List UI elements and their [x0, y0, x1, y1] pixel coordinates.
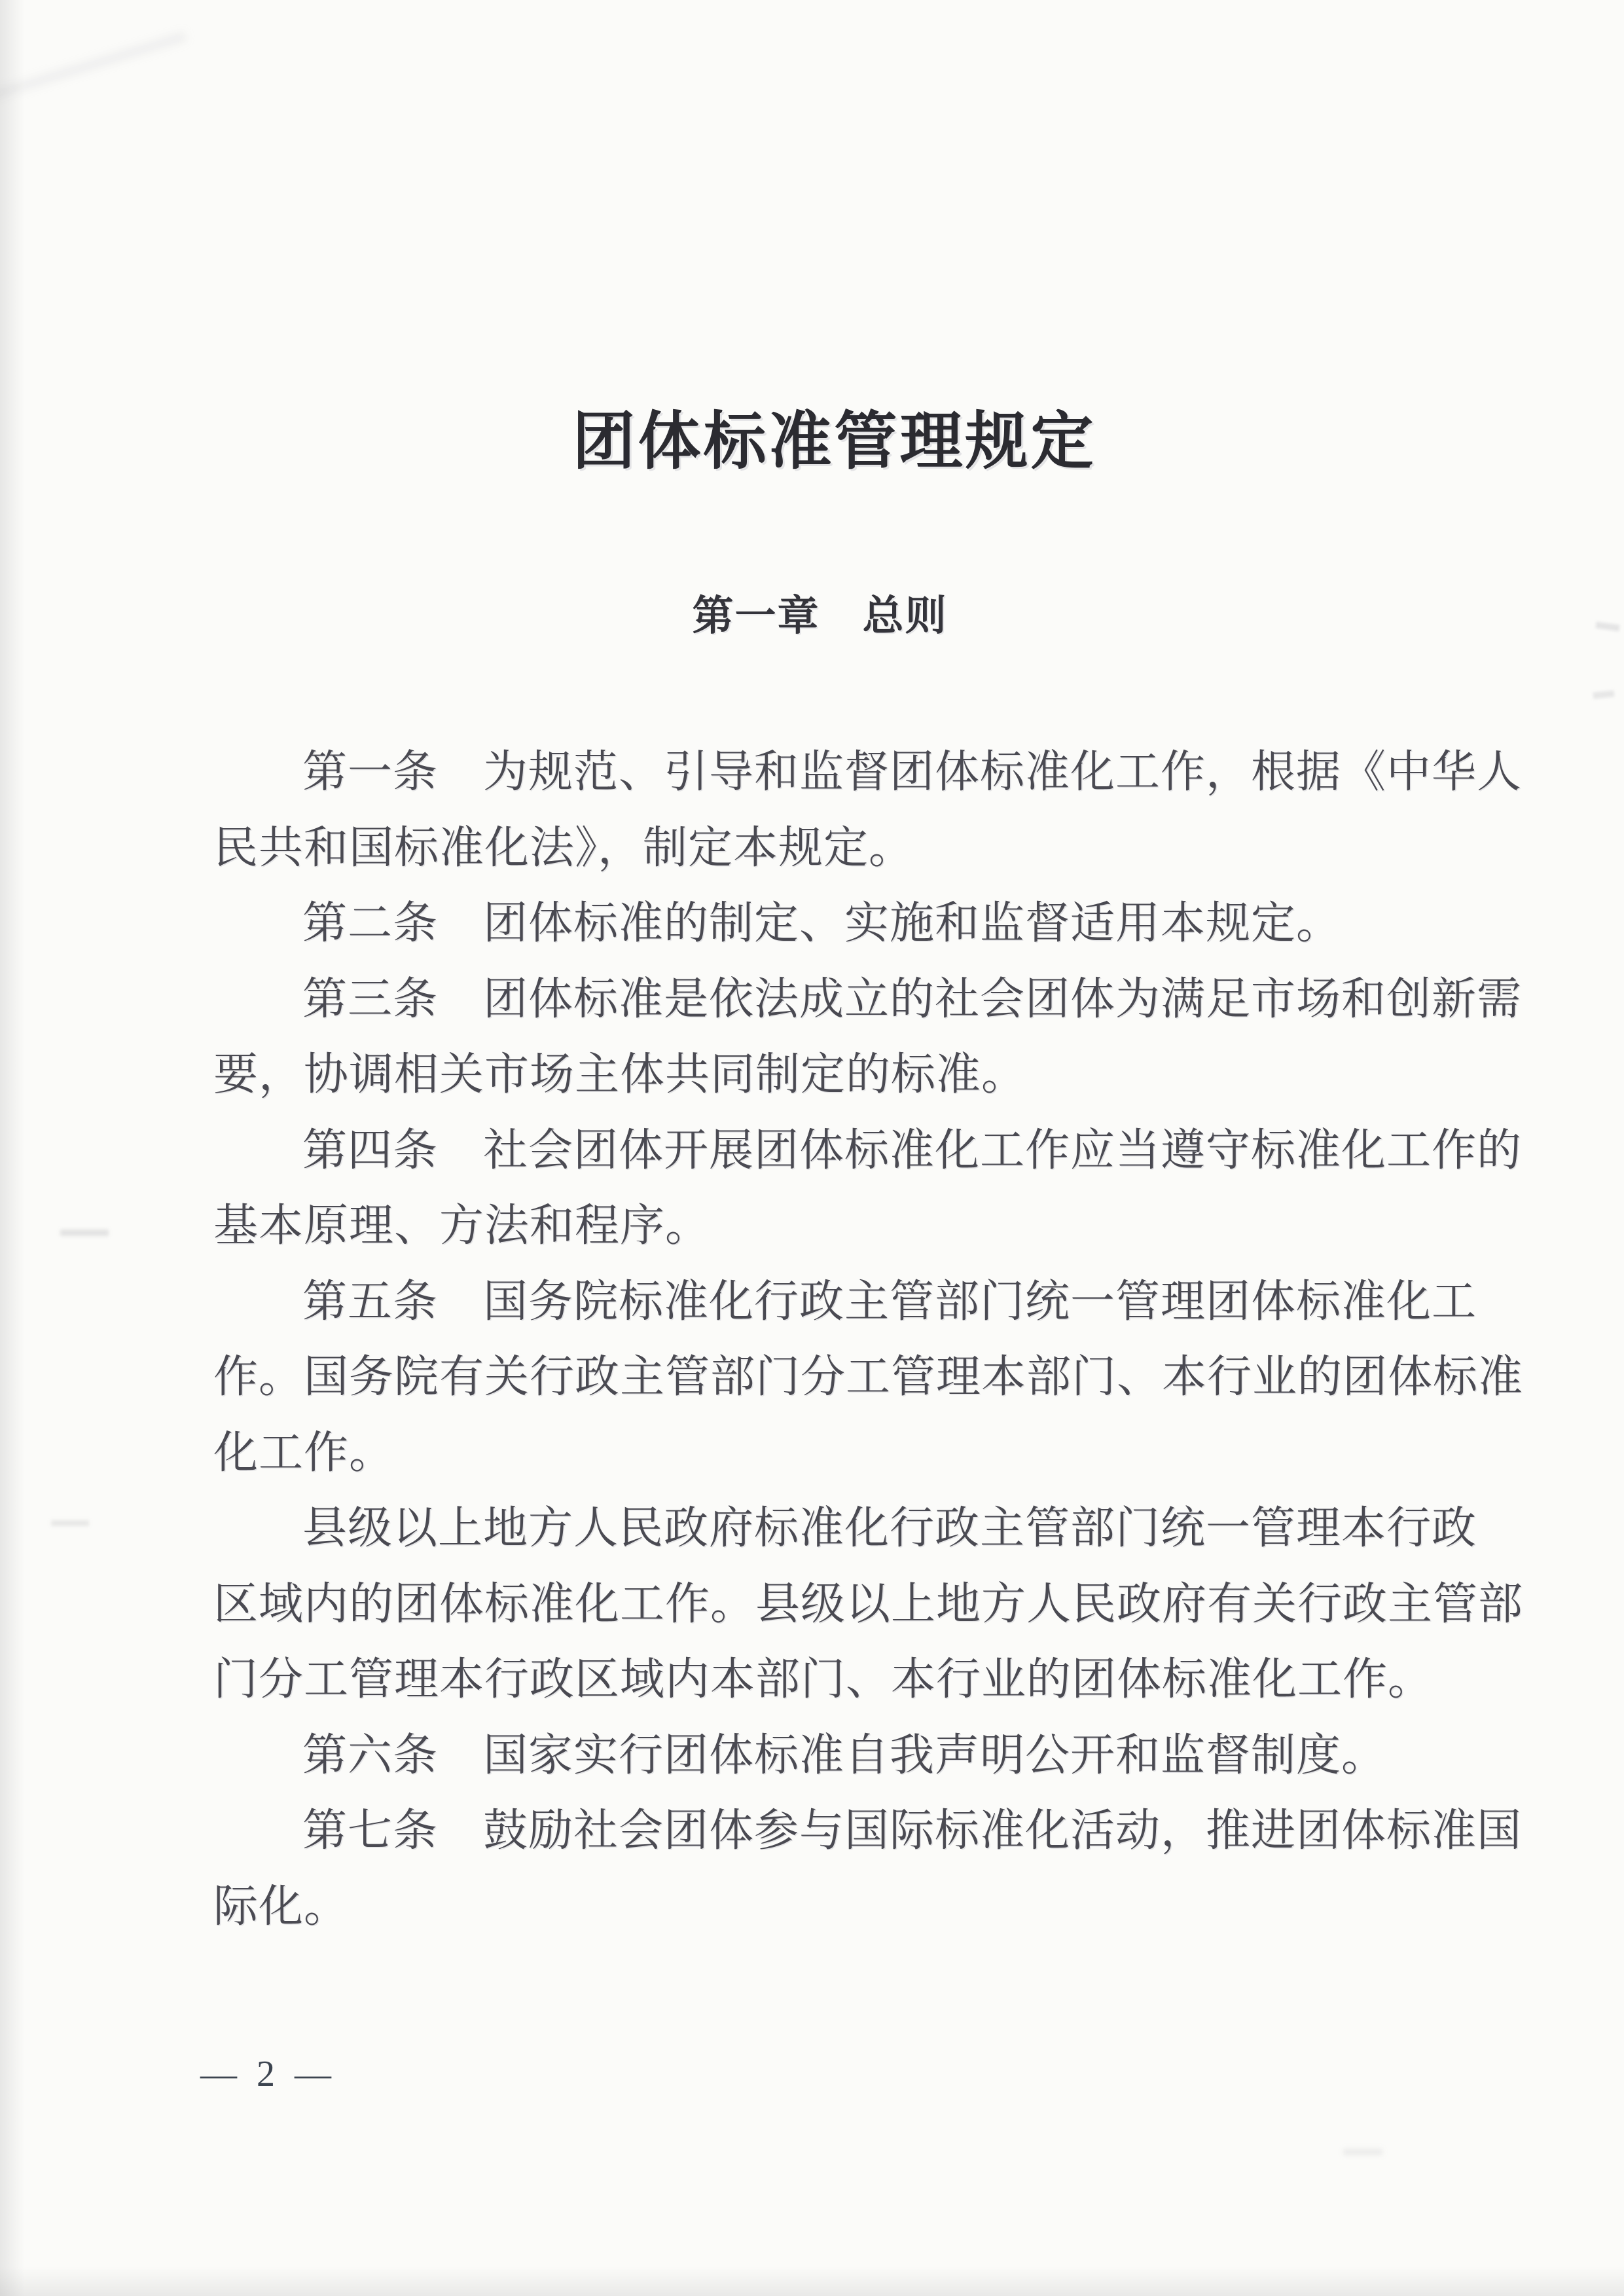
scan-streak-top-left [0, 32, 187, 102]
scan-smudge [60, 1230, 109, 1236]
body-line: 区域内的团体标准化工作。县级以上地方人民政府有关行政主管部 [213, 1578, 1524, 1629]
body-line: 第七条 鼓励社会团体参与国际标准化活动，推进团体标准国 [302, 1806, 1523, 1855]
scan-smudge [1343, 2149, 1382, 2155]
body-line: 化工作。 [213, 1427, 395, 1478]
chapter-heading: 第一章 总则 [692, 593, 948, 639]
body-line: 民共和国标准化法》，制定本规定。 [213, 822, 914, 873]
scan-edge-shadow-bottom [0, 2267, 1624, 2296]
page-number: — 2 — [200, 2054, 336, 2094]
body-line: 第四条 社会团体开展团体标准化工作应当遵守标准化工作的 [302, 1125, 1523, 1175]
document-title: 团体标准管理规定 [572, 407, 1096, 477]
body-line: 第三条 团体标准是依法成立的社会团体为满足市场和创新需 [302, 974, 1523, 1024]
scan-edge-shadow-left [0, 0, 29, 2296]
document-body [213, 735, 1524, 1944]
body-line: 基本原理、方法和程序。 [213, 1201, 711, 1250]
body-line: 际化。 [213, 1881, 350, 1931]
body-line: 作。国务院有关行政主管部门分工管理本部门、本行业的团体标准 [213, 1352, 1524, 1402]
scan-mark-right [1593, 690, 1615, 699]
body-line: 第五条 国务院标准化行政主管部门统一管理团体标准化工 [302, 1276, 1477, 1326]
body-line: 门分工管理本行政区域内本部门、本行业的团体标准化工作。 [213, 1654, 1434, 1704]
body-line: 第二条 团体标准的制定、实施和监督适用本规定。 [302, 898, 1342, 948]
body-line: 第六条 国家实行团体标准自我声明公开和监督制度。 [302, 1730, 1387, 1780]
body-line: 县级以上地方人民政府标准化行政主管部门统一管理本行政 [302, 1503, 1477, 1553]
scan-smudge [51, 1520, 89, 1526]
body-line: 第一条 为规范、引导和监督团体标准化工作，根据《中华人 [302, 747, 1523, 797]
body-line: 要，协调相关市场主体共同制定的标准。 [213, 1049, 1027, 1099]
